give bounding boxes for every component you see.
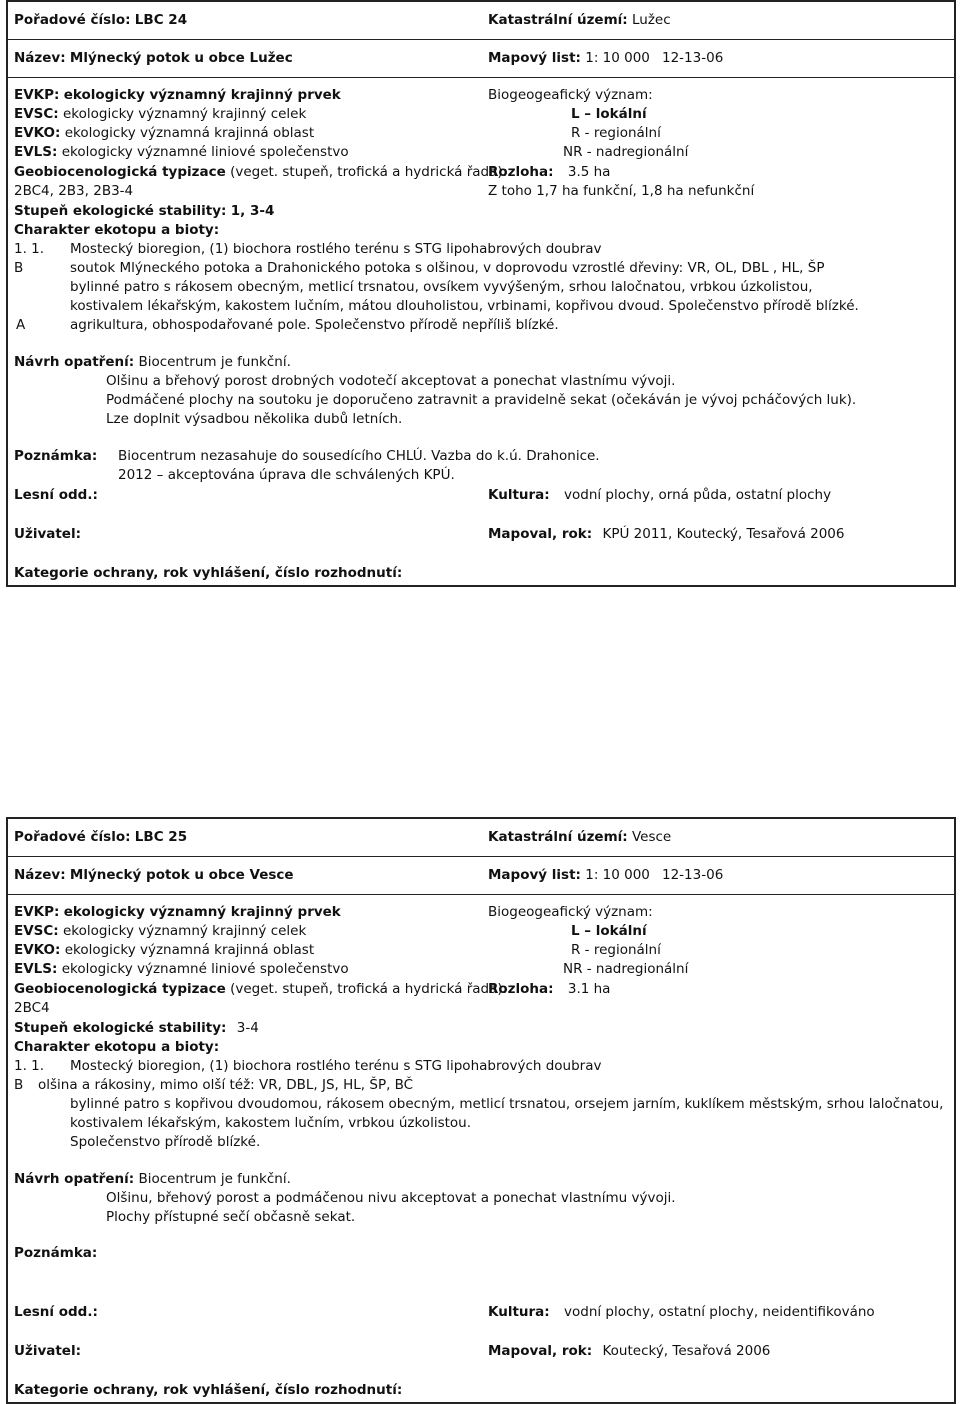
katastr-label: Katastrální území:	[488, 12, 628, 28]
bio-r: R - regionální	[571, 942, 661, 958]
rozloha-label: Rozloha:	[488, 981, 554, 997]
mapovy-code: 12-13-06	[662, 867, 724, 883]
main-body	[8, 895, 954, 1402]
record-card-lbc24	[6, 0, 956, 587]
record-card-lbc25	[6, 817, 956, 1404]
evsc-label: EVSC:	[14, 923, 59, 939]
poradove-label: Pořadové číslo:	[14, 12, 131, 28]
name-row	[8, 40, 954, 78]
stupen-value: 1, 3-4	[230, 203, 275, 219]
navrh-label: Návrh opatření:	[14, 354, 135, 370]
mapoval-label: Mapoval, rok:	[488, 526, 593, 542]
geo-value: 2BC4	[14, 1000, 50, 1016]
evkp-value: ekologicky významný krajinný prvek	[63, 87, 341, 103]
char-a-line1: agrikultura, obhospodařované pole. Společenstvo přírodě nepříliš blízké.	[70, 317, 559, 333]
poradove-value: LBC 25	[134, 829, 188, 845]
evls-value: ekologicky významné liniové společenstvo	[61, 961, 349, 977]
evko-value: ekologicky významná krajinná oblast	[64, 125, 315, 141]
poradove-label: Pořadové číslo:	[14, 829, 131, 845]
geo-note: (veget. stupeň, trofická a hydrická řada):	[230, 164, 508, 180]
rozloha-extra: Z toho 1,7 ha funkční, 1,8 ha nefunkční	[488, 183, 755, 199]
name-row	[8, 857, 954, 895]
poznamka-line2: 2012 – akceptována úprava dle schválených KPÚ.	[118, 467, 455, 483]
navrh-line2: Podmáčené plochy na soutoku je doporučeno zatravnit a pravidelně sekat (očekáván je vývoj pcháčových luk).	[106, 392, 857, 408]
char-b-line2: kostivalem lékařským, kakostem lučním, vrbkou úzkolistou.	[70, 1115, 472, 1131]
geo-note: (veget. stupeň, trofická a hydrická řada):	[230, 981, 508, 997]
nazev-value: Mlýnecký potok u obce Vesce	[69, 867, 294, 883]
stupen-value: 3-4	[236, 1020, 259, 1036]
geo-label: Geobiocenologická typizace	[14, 981, 226, 997]
lesni-label: Lesní odd.:	[14, 487, 98, 503]
stupen-label: Stupeň ekologické stability:	[14, 203, 227, 219]
mapoval-label: Mapoval, rok:	[488, 1343, 593, 1359]
char-b-line1: soutok Mlýneckého potoka a Drahonického potoka s olšinou, v doprovodu vzrostlé dřeviny: VR, OL, DBL , HL, ŠP	[70, 260, 825, 276]
katastr-value: Lužec	[631, 12, 671, 28]
char-region: Mostecký bioregion, (1) biochora rostlého terénu s STG lipohabrových doubrav	[70, 1058, 602, 1074]
mapovy-label: Mapový list:	[488, 867, 581, 883]
char-region: Mostecký bioregion, (1) biochora rostlého terénu s STG lipohabrových doubrav	[70, 241, 602, 257]
lesni-label: Lesní odd.:	[14, 1304, 98, 1320]
evkp-label: EVKP:	[14, 904, 60, 920]
uzivatel-label: Uživatel:	[14, 526, 81, 542]
evkp-label: EVKP:	[14, 87, 60, 103]
char-code: 1. 1.	[14, 1058, 45, 1074]
mapovy-value: 1: 10 000	[585, 867, 650, 883]
mapovy-code: 12-13-06	[662, 50, 724, 66]
char-a-letter: A	[16, 317, 26, 333]
header-row	[8, 2, 954, 40]
nazev-label: Název:	[14, 50, 66, 66]
bio-label: Biogeogeafický význam:	[488, 904, 653, 920]
evsc-value: ekologicky významný krajinný celek	[63, 106, 307, 122]
poradove-value: LBC 24	[134, 12, 188, 28]
bio-l: L – lokální	[571, 106, 647, 122]
bio-nr: NR - nadregionální	[563, 961, 689, 977]
stupen-label: Stupeň ekologické stability:	[14, 1020, 227, 1036]
bio-r: R - regionální	[571, 125, 661, 141]
katastr-label: Katastrální území:	[488, 829, 628, 845]
navrh-value: Biocentrum je funkční.	[138, 354, 291, 370]
kultura-value: vodní plochy, orná půda, ostatní plochy	[564, 487, 832, 503]
bio-label: Biogeogeafický význam:	[488, 87, 653, 103]
char-b-line1: bylinné patro s kopřivou dvoudomou, rákosem obecným, metlicí trsnatou, orsejem jarním, kuklíkem městským, srhou laločnatou,	[70, 1096, 944, 1112]
navrh-line1: Olšinu a břehový porost drobných vodotečí akceptovat a ponechat vlastnímu vývoji.	[106, 373, 676, 389]
kultura-value: vodní plochy, ostatní plochy, neidentifikováno	[564, 1304, 875, 1320]
rozloha-value: 3.5 ha	[567, 164, 611, 180]
evko-label: EVKO:	[14, 125, 61, 141]
navrh-line3: Lze doplnit výsadbou několika dubů letních.	[106, 411, 403, 427]
evkp-value: ekologicky významný krajinný prvek	[63, 904, 341, 920]
main-body	[8, 78, 954, 585]
rozloha-value: 3.1 ha	[567, 981, 611, 997]
nazev-value: Mlýnecký potok u obce Lužec	[69, 50, 293, 66]
poznamka-label: Poznámka:	[14, 448, 98, 464]
char-b-line3: Společenstvo přírodě blízké.	[70, 1134, 261, 1150]
char-b-letter: B	[14, 260, 24, 276]
evls-label: EVLS:	[14, 144, 58, 160]
char-code: 1. 1.	[14, 241, 45, 257]
navrh-value: Biocentrum je funkční.	[138, 1171, 291, 1187]
poznamka-line1: Biocentrum nezasahuje do sousedícího CHLÚ. Vazba do k.ú. Drahonice.	[118, 448, 600, 464]
uzivatel-label: Uživatel:	[14, 1343, 81, 1359]
geo-label: Geobiocenologická typizace	[14, 164, 226, 180]
navrh-label: Návrh opatření:	[14, 1171, 135, 1187]
evsc-value: ekologicky významný krajinný celek	[63, 923, 307, 939]
mapoval-value: Koutecký, Tesařová 2006	[602, 1343, 771, 1359]
navrh-line2: Plochy přístupné sečí občasně sekat.	[106, 1209, 356, 1225]
mapoval-value: KPÚ 2011, Koutecký, Tesařová 2006	[602, 526, 845, 542]
evko-value: ekologicky významná krajinná oblast	[64, 942, 315, 958]
header-row	[8, 819, 954, 857]
charakter-label: Charakter ekotopu a bioty:	[14, 1039, 220, 1055]
kultura-label: Kultura:	[488, 487, 550, 503]
evsc-label: EVSC:	[14, 106, 59, 122]
bio-nr: NR - nadregionální	[563, 144, 689, 160]
char-b-letter: B	[14, 1077, 24, 1093]
rozloha-label: Rozloha:	[488, 164, 554, 180]
nazev-label: Název:	[14, 867, 66, 883]
geo-value: 2BC4, 2B3, 2B3-4	[14, 183, 134, 199]
kultura-label: Kultura:	[488, 1304, 550, 1320]
navrh-line1: Olšinu, břehový porost a podmáčenou nivu akceptovat a ponechat vlastnímu vývoji.	[106, 1190, 676, 1206]
char-b-line3: kostivalem lékařským, kakostem lučním, mátou dlouholistou, vrbinami, kopřivou dvoud. Společenstvo přírodě blízké.	[70, 298, 859, 314]
katastr-value: Vesce	[631, 829, 672, 845]
evls-value: ekologicky významné liniové společenstvo	[61, 144, 349, 160]
evko-label: EVKO:	[14, 942, 61, 958]
kategorie-label: Kategorie ochrany, rok vyhlášení, číslo rozhodnutí:	[14, 1382, 403, 1398]
char-b-first: olšina a rákosiny, mimo olší též: VR, DBL, JS, HL, ŠP, BČ	[38, 1077, 414, 1093]
bio-l: L – lokální	[571, 923, 647, 939]
kategorie-label: Kategorie ochrany, rok vyhlášení, číslo rozhodnutí:	[14, 565, 403, 581]
evls-label: EVLS:	[14, 961, 58, 977]
mapovy-value: 1: 10 000	[585, 50, 650, 66]
poznamka-label: Poznámka:	[14, 1245, 98, 1261]
mapovy-label: Mapový list:	[488, 50, 581, 66]
charakter-label: Charakter ekotopu a bioty:	[14, 222, 220, 238]
char-b-line2: bylinné patro s rákosem obecným, metlicí trsnatou, ovsíkem vyvýšeným, srhou laločnatou, vrbkou úzkolistou,	[70, 279, 813, 295]
